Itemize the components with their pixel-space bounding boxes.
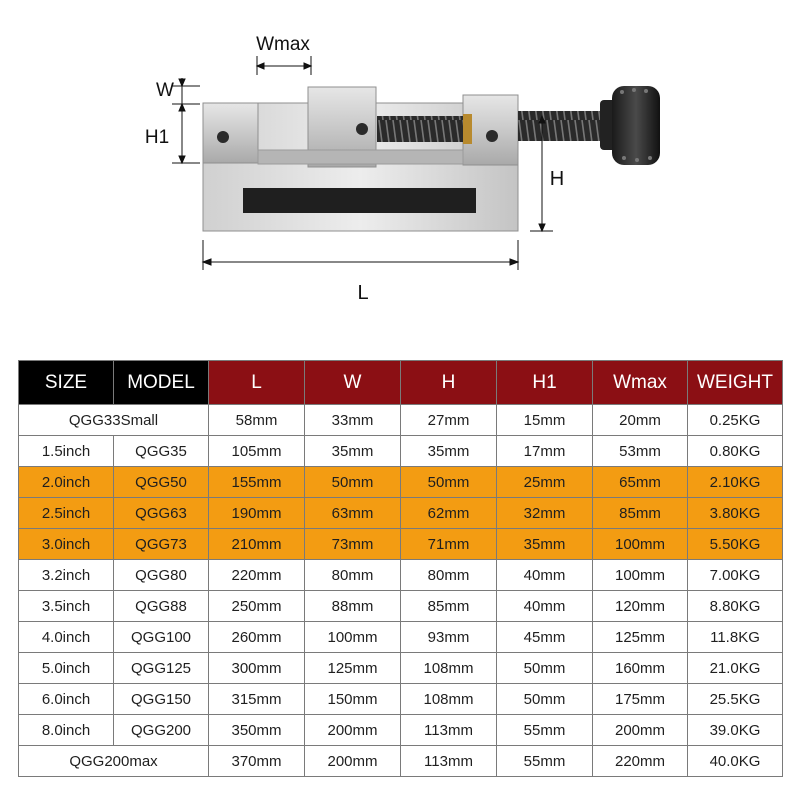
cell-l: 105mm [209,436,305,467]
cell-wmax: 100mm [593,560,688,591]
cell-h1: 50mm [497,653,593,684]
cell-l: 370mm [209,746,305,777]
header-wmax: Wmax [593,361,688,405]
cell-h: 35mm [401,436,497,467]
header-h: H [401,361,497,405]
header-l: L [209,361,305,405]
knob [600,86,660,165]
cell-w: 35mm [305,436,401,467]
cell-weight: 2.10KG [688,467,783,498]
header-model: MODEL [114,361,209,405]
table-body [19,405,783,777]
cell-h: 113mm [401,715,497,746]
w-label: W [156,80,174,101]
cell-l: 155mm [209,467,305,498]
cell-w: 200mm [305,746,401,777]
cell-w: 100mm [305,622,401,653]
cell-l: 58mm [209,405,305,436]
h1-label: H1 [144,127,170,148]
cell-model: QGG88 [114,591,209,622]
cell-weight: 8.80KG [688,591,783,622]
cell-h: 71mm [401,529,497,560]
cell-model: QGG35 [114,436,209,467]
cell-wmax: 53mm [593,436,688,467]
table-row [19,653,783,684]
cell-h: 62mm [401,498,497,529]
header-w: W [305,361,401,405]
cell-h: 93mm [401,622,497,653]
cell-l: 190mm [209,498,305,529]
cell-w: 80mm [305,560,401,591]
cell-wmax: 125mm [593,622,688,653]
cell-wmax: 200mm [593,715,688,746]
cell-wmax: 220mm [593,746,688,777]
cell-model: QGG125 [114,653,209,684]
cell-size: 2.0inch [19,467,114,498]
cell-model: QGG63 [114,498,209,529]
table-row [19,436,783,467]
cell-model: QGG200 [114,715,209,746]
cell-size-model: QGG33Small [19,405,209,436]
cell-w: 88mm [305,591,401,622]
cell-h1: 50mm [497,684,593,715]
cell-h1: 15mm [497,405,593,436]
cell-weight: 11.8KG [688,622,783,653]
cell-model: QGG50 [114,467,209,498]
cell-h1: 40mm [497,591,593,622]
cell-l: 220mm [209,560,305,591]
cell-h: 113mm [401,746,497,777]
header-weight: WEIGHT [688,361,783,405]
cell-h: 85mm [401,591,497,622]
cell-wmax: 100mm [593,529,688,560]
cell-w: 150mm [305,684,401,715]
cell-size: 8.0inch [19,715,114,746]
cell-wmax: 120mm [593,591,688,622]
table-row [19,746,783,777]
cell-model: QGG100 [114,622,209,653]
cell-h1: 17mm [497,436,593,467]
table-row [19,715,783,746]
cell-model: QGG150 [114,684,209,715]
cell-h1: 35mm [497,529,593,560]
cell-h1: 45mm [497,622,593,653]
cell-l: 350mm [209,715,305,746]
table-row [19,591,783,622]
cell-weight: 7.00KG [688,560,783,591]
cell-w: 125mm [305,653,401,684]
h-label: H [549,168,565,190]
table-row [19,405,783,436]
cell-w: 73mm [305,529,401,560]
cell-size: 4.0inch [19,622,114,653]
cell-size: 6.0inch [19,684,114,715]
l-label: L [357,282,369,304]
cell-size: 1.5inch [19,436,114,467]
cell-h1: 55mm [497,715,593,746]
table-row [19,467,783,498]
table-row [19,622,783,653]
wmax-label: Wmax [256,34,310,55]
cell-size: 3.5inch [19,591,114,622]
cell-weight: 40.0KG [688,746,783,777]
cell-weight: 3.80KG [688,498,783,529]
cell-weight: 21.0KG [688,653,783,684]
cell-size: 2.5inch [19,498,114,529]
cell-w: 50mm [305,467,401,498]
vise-body [203,87,518,231]
cell-h1: 32mm [497,498,593,529]
cell-size: 5.0inch [19,653,114,684]
cell-wmax: 175mm [593,684,688,715]
cell-l: 260mm [209,622,305,653]
cell-wmax: 65mm [593,467,688,498]
cell-l: 300mm [209,653,305,684]
cell-size-model: QGG200max [19,746,209,777]
table-row [19,684,783,715]
cell-h1: 25mm [497,467,593,498]
cell-weight: 0.25KG [688,405,783,436]
spec-table [18,360,783,777]
table-header-row [19,361,783,405]
cell-weight: 25.5KG [688,684,783,715]
cell-wmax: 160mm [593,653,688,684]
cell-h: 80mm [401,560,497,591]
vise-dimension-diagram [0,0,800,340]
cell-weight: 0.80KG [688,436,783,467]
cell-h: 27mm [401,405,497,436]
cell-h: 108mm [401,684,497,715]
cell-size: 3.2inch [19,560,114,591]
cell-h1: 55mm [497,746,593,777]
cell-wmax: 20mm [593,405,688,436]
cell-size: 3.0inch [19,529,114,560]
cell-weight: 39.0KG [688,715,783,746]
header-size: SIZE [19,361,114,405]
cell-l: 210mm [209,529,305,560]
table-row [19,498,783,529]
table-row [19,529,783,560]
cell-w: 200mm [305,715,401,746]
cell-w: 63mm [305,498,401,529]
cell-weight: 5.50KG [688,529,783,560]
cell-h1: 40mm [497,560,593,591]
cell-l: 315mm [209,684,305,715]
cell-wmax: 85mm [593,498,688,529]
cell-model: QGG80 [114,560,209,591]
header-h1: H1 [497,361,593,405]
cell-h: 108mm [401,653,497,684]
cell-w: 33mm [305,405,401,436]
table-row [19,560,783,591]
cell-l: 250mm [209,591,305,622]
cell-h: 50mm [401,467,497,498]
cell-model: QGG73 [114,529,209,560]
